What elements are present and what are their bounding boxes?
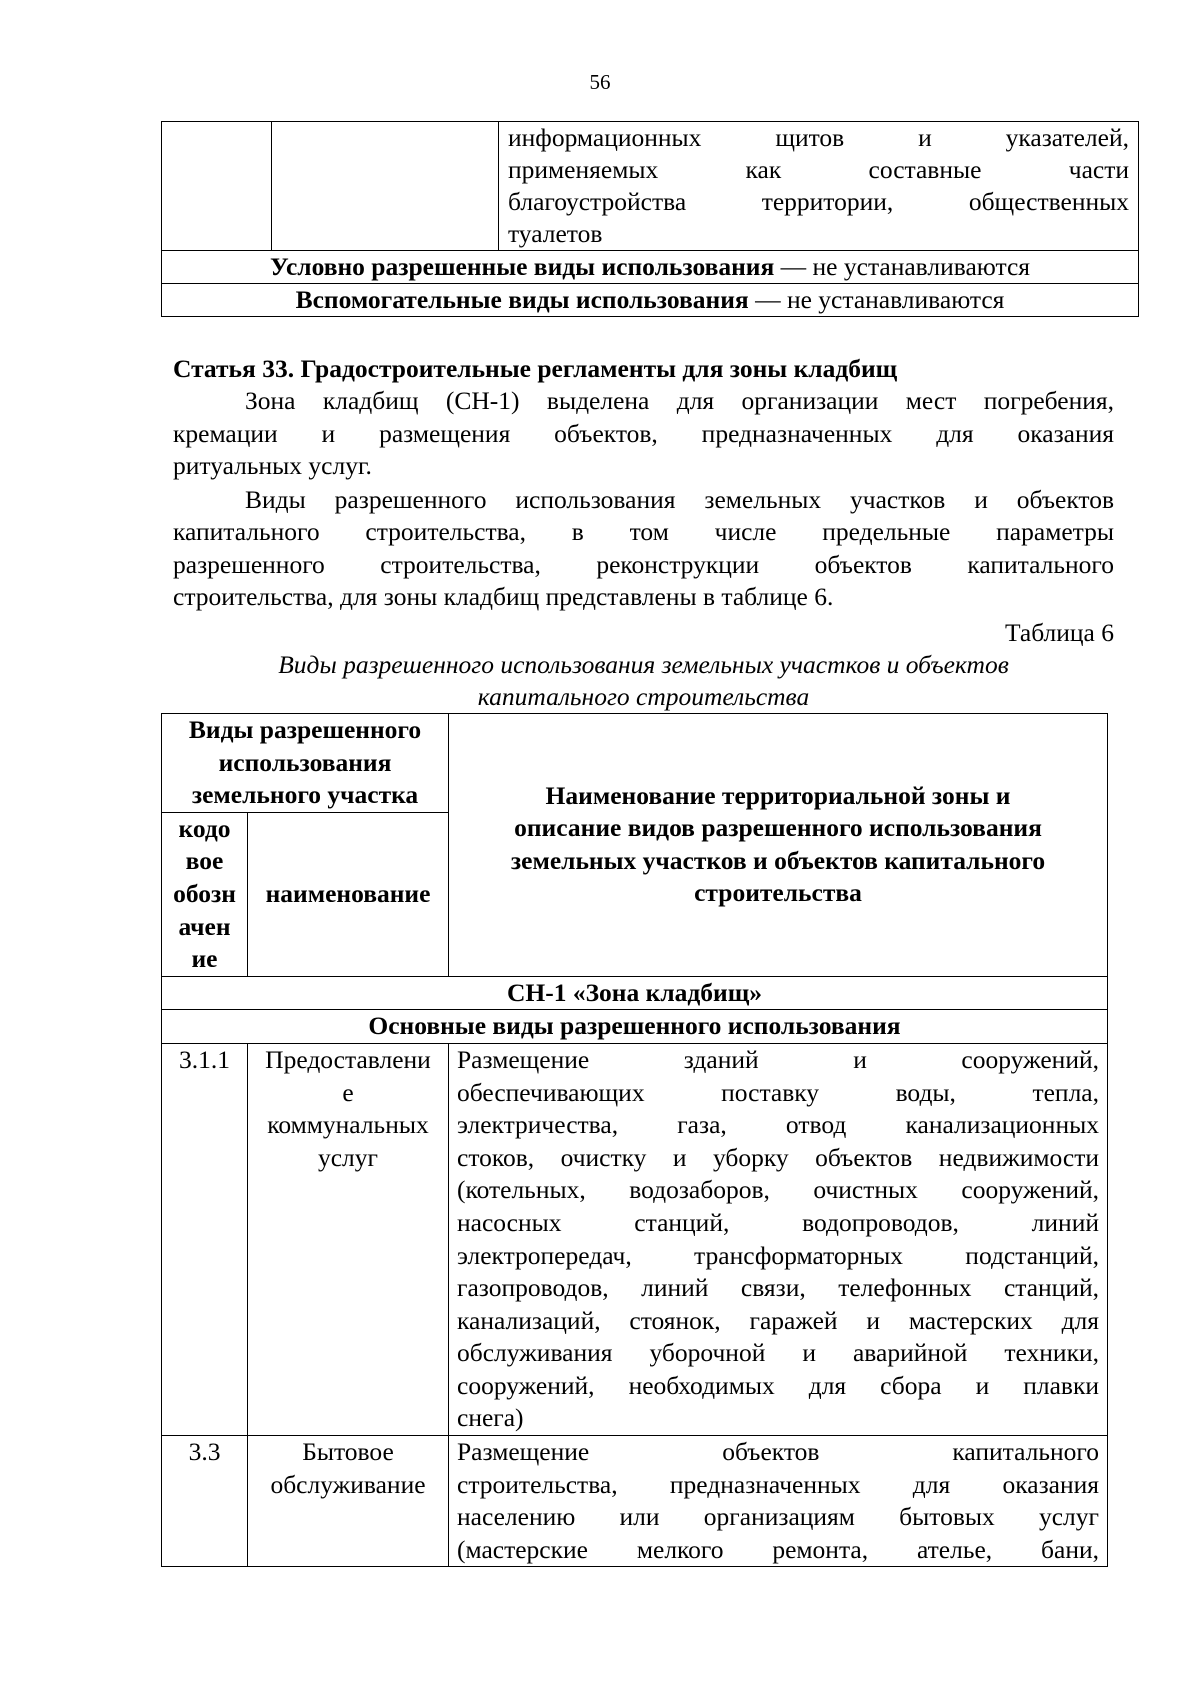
auxiliary-uses-row (162, 284, 1139, 317)
caption-line: капитального строительства (477, 681, 810, 711)
use-code: 3.3 (162, 1436, 248, 1567)
description-line: благоустройства территории, общественных (508, 187, 1129, 216)
empty-name-cell (272, 122, 499, 251)
name-line: Предоставлени (265, 1044, 431, 1074)
caption-line: Виды разрешенного использования земельных участков и объектов (278, 649, 1009, 679)
paragraph-line: строительства, для зоны кладбищ представлены в таблице 6. (173, 582, 834, 611)
header-line: использования (218, 747, 392, 777)
auxiliary-uses-value: — не устанавливаются (748, 285, 1005, 314)
header-name: наименование (248, 812, 449, 976)
table-row (162, 122, 1139, 251)
use-name (248, 1436, 449, 1567)
zone-title-row (162, 976, 1108, 1010)
article-heading: Статья 33. Градостроительные регламенты для зоны кладбищ (173, 354, 898, 383)
paragraph-line: ритуальных услуг. (173, 451, 372, 480)
description-line: обслуживания уборочной и аварийной техники, (457, 1338, 1099, 1368)
header-line: обозн (173, 878, 236, 908)
table-number: Таблица 6 (1004, 617, 1114, 647)
header-code (162, 812, 248, 976)
conditional-uses-row (162, 251, 1139, 284)
continuation-description-cell (499, 122, 1139, 251)
paragraph-line: разрешенного строительства, реконструкции объектов капитального (173, 549, 1114, 579)
description-line: электропередач, трансформаторных подстанций, (457, 1240, 1099, 1270)
header-line: Виды разрешенного (188, 715, 422, 744)
paragraph-line: Виды разрешенного использования земельных участков и объектов (245, 484, 1114, 514)
table-caption (173, 649, 1114, 713)
description-line: Размещение объектов капитального (457, 1437, 1099, 1467)
description-line: (котельных, водозаборов, очистных сооружений, (457, 1175, 1099, 1205)
name-line: услуг (317, 1142, 378, 1172)
page-number: 56 (589, 70, 611, 94)
header-line: земельных участков и объектов капитального (510, 845, 1046, 875)
description-line: применяемых как составные части (508, 155, 1129, 184)
header-line: вое (185, 846, 224, 876)
description-line: (мастерские мелкого ремонта, ателье, бани, (457, 1534, 1099, 1564)
use-description (449, 1436, 1108, 1567)
description-line: газопроводов, линий связи, телефонных станций, (457, 1273, 1099, 1303)
description-line: стоков, очистку и уборку объектов недвижимости (457, 1142, 1099, 1172)
section-title: Основные виды разрешенного использования (162, 1010, 1108, 1044)
paragraph-line: капитального строительства, в том числе предельные параметры (173, 517, 1114, 546)
description-line: насосных станций, водопроводов, линий (457, 1207, 1099, 1237)
section-title-row (162, 1010, 1108, 1044)
name-line: Бытовое (302, 1437, 394, 1467)
zone-title: СН-1 «Зона кладбищ» (162, 976, 1108, 1010)
header-permitted-uses-group (162, 714, 449, 813)
header-line: описание видов разрешенного использования (514, 813, 1042, 843)
description-line: электричества, газа, отвод канализационных (457, 1110, 1099, 1140)
use-code: 3.1.1 (162, 1043, 248, 1435)
header-row (162, 714, 1108, 813)
description-line: туалетов (508, 219, 603, 248)
paragraph-line: кремации и размещения объектов, предназначенных для оказания (173, 418, 1114, 448)
use-description (449, 1043, 1108, 1435)
description-line: строительства, предназначенных для оказания (457, 1469, 1099, 1499)
description-line: снега) (457, 1403, 524, 1433)
header-line: Наименование территориальной зоны и (545, 780, 1011, 810)
empty-code-cell (162, 122, 272, 251)
conditional-uses-label: Условно разрешенные виды использования (270, 252, 775, 281)
auxiliary-uses-label: Вспомогательные виды использования (295, 285, 749, 314)
name-line: коммунальных (267, 1110, 429, 1140)
paragraph-uses-description (173, 484, 1114, 614)
permitted-uses-table (161, 713, 1108, 1567)
header-line: ие (191, 944, 218, 974)
auxiliary-uses-cell (162, 284, 1139, 317)
article-33 (173, 353, 1114, 713)
paragraph-zone-description (173, 385, 1114, 483)
conditional-uses-value: — не устанавливаются (774, 252, 1030, 281)
use-name (248, 1043, 449, 1435)
description-line: обеспечивающих поставку воды, тепла, (457, 1077, 1099, 1107)
continuation-table (161, 121, 1139, 317)
table-row (162, 1436, 1108, 1567)
table-row (162, 1043, 1108, 1435)
name-line: обслуживание (270, 1469, 426, 1499)
paragraph-line: Зона кладбищ (СН-1) выделена для организации мест погребения, (245, 386, 1114, 415)
description-line: канализаций, стоянок, гаражей и мастерских для (457, 1305, 1099, 1335)
header-line: земельного участка (191, 780, 419, 810)
conditional-uses-cell (162, 251, 1139, 284)
header-description (449, 714, 1108, 977)
description-line: сооружений, необходимых для сбора и плавки (457, 1370, 1099, 1400)
description-line: Размещение зданий и сооружений, (457, 1044, 1099, 1074)
header-line: строительства (694, 878, 862, 908)
header-line: ачен (178, 911, 231, 941)
header-line: кодо (178, 813, 231, 843)
description-line: информационных щитов и указателей, (508, 123, 1129, 152)
name-line: е (342, 1077, 354, 1107)
description-line: населению или организациям бытовых услуг (457, 1502, 1099, 1532)
